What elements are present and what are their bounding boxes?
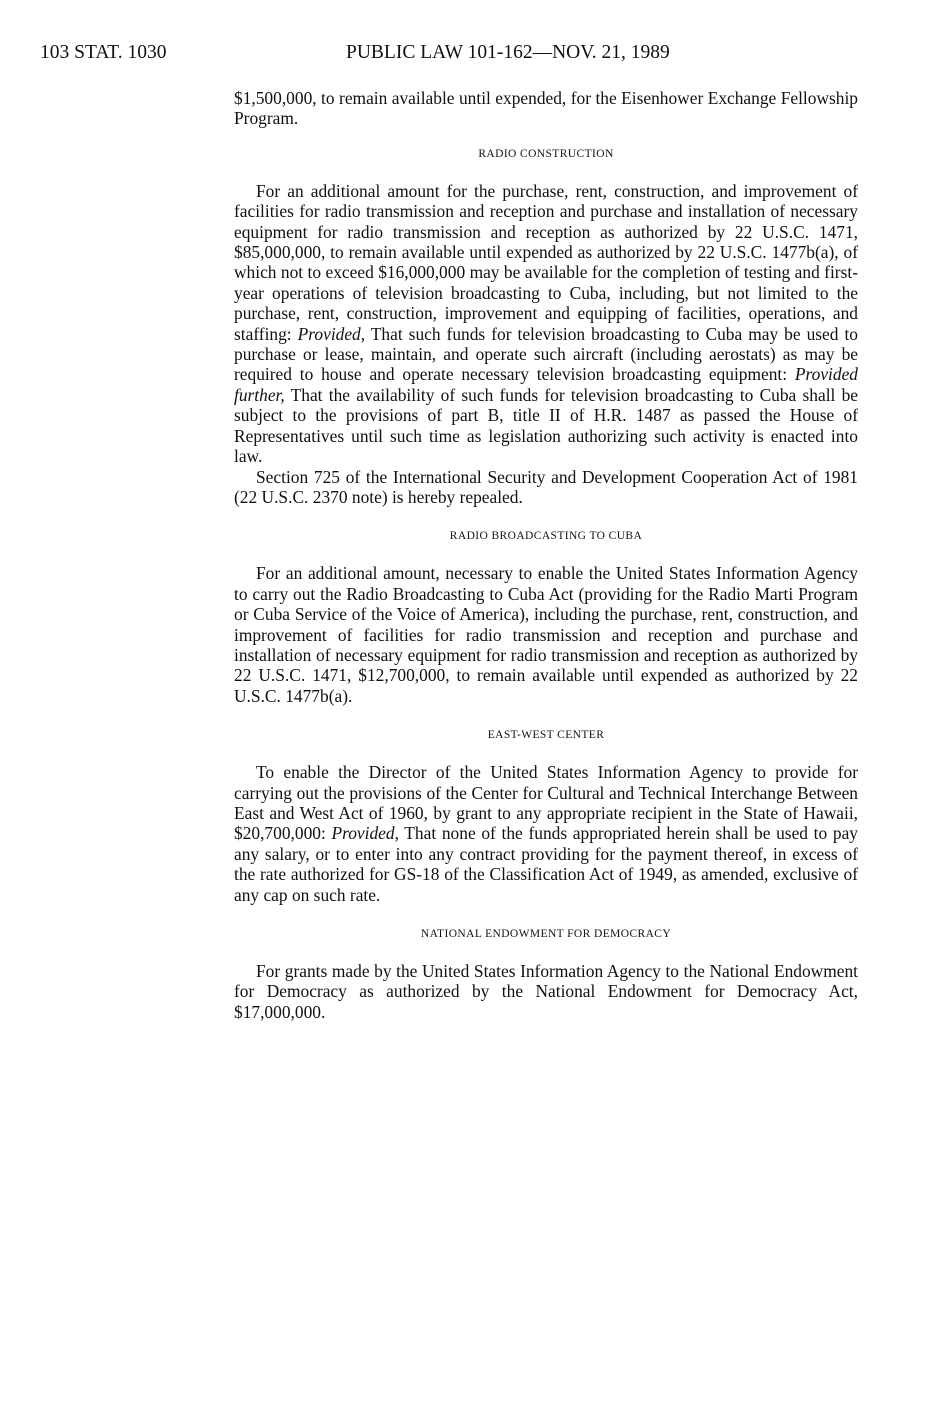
page-header [40, 38, 900, 68]
radio-construction-paragraph [234, 181, 858, 467]
radio-construction-text-b: That such funds for television broadcasting to Cuba may be used to purchase or lease, maintain, and operate such aircraft (including aerostats) as may be required to house and operate necessary television broadcasting equipment: [234, 323, 858, 385]
east-west-text-b: That none of the funds appropriated herein shall be used to pay any salary, or to enter into any contract providing for the payment thereof, in excess of the rate authorized for GS-18 of the Classification Act of 1949, as amended, exclusive of any cap on such rate. [234, 823, 859, 905]
law-reference: PUBLIC LAW 101-162—NOV. 21, 1989 [346, 42, 670, 63]
heading-east-west-center: EAST-WEST CENTER [487, 729, 605, 742]
radio-construction-text-c: That the availability of such funds for television broadcasting to Cuba shall be subject to the provisions of part B, title II of H.R. 1487 as passed the House of Representatives until such time as legislation authorizing such activity is enacted into law. [234, 384, 858, 467]
east-west-text-a: To enable the Director of the United States Information Agency to provide for carrying out the provisions of the Center for Cultural and Technical Interchange Between East and West Act of 1960, by grant to any appropriate recipient in the State of Hawaii, $20,700,000: [234, 762, 858, 844]
heading-ned: NATIONAL ENDOWMENT FOR DEMOCRACY [420, 928, 672, 940]
section-725-paragraph: Section 725 of the International Security and Development Cooperation Act of 1981 (22 U.S.C. 2370 note) is hereby repealed. [234, 466, 858, 507]
stat-reference: 103 STAT. 1030 [40, 42, 167, 63]
heading-radio-broadcasting: RADIO BROADCASTING TO CUBA [449, 530, 643, 543]
radio-broadcasting-paragraph: For an additional amount, necessary to enable the United States Information Agency to carry out the Radio Broadcasting to Cuba Act (providing for the Radio Marti Program or Cuba Service of the Voice of America), including the purchase, rent, construction, and improvement of facilities for radio transmission and reception and purchase and installation of necessary equipment for radio transmission and reception as authorized by 22 U.S.C. 1471, $12,700,000, to remain available until expended as authorized by 22 U.S.C. 1477b(a). [234, 563, 858, 706]
provided-further-italic: Provided further, [234, 364, 858, 405]
radio-construction-text-a: For an additional amount for the purchase, rent, construction, and improvement of facilities for radio transmission and reception and purchase and installation of necessary equipment for radio transmission and reception as authorized by 22 U.S.C. 1471, $85,000,000, to remain available until expended as authorized by 22 U.S.C. 1477b(a), of which not to exceed $16,000,000 may be available for the completion of testing and first-year operations of television broadcasting to Cuba, including, but not limited to the purchase, rent, construction, improvement and equipping of facilities, operations, and staffing: [234, 180, 858, 344]
ned-paragraph: For grants made by the United States Information Agency to the National Endowment for Democracy as authorized by the National Endowment for Democracy Act, $17,000,000. [234, 961, 858, 1022]
provided-italic: Provided, [297, 323, 366, 344]
intro-paragraph: $1,500,000, to remain available until expended, for the Eisenhower Exchange Fellowship Program. [234, 88, 858, 129]
east-west-center-paragraph [234, 762, 858, 905]
document-body [234, 88, 858, 1022]
heading-radio-construction: RADIO CONSTRUCTION [478, 147, 614, 160]
provided-italic: Provided, [331, 823, 399, 844]
